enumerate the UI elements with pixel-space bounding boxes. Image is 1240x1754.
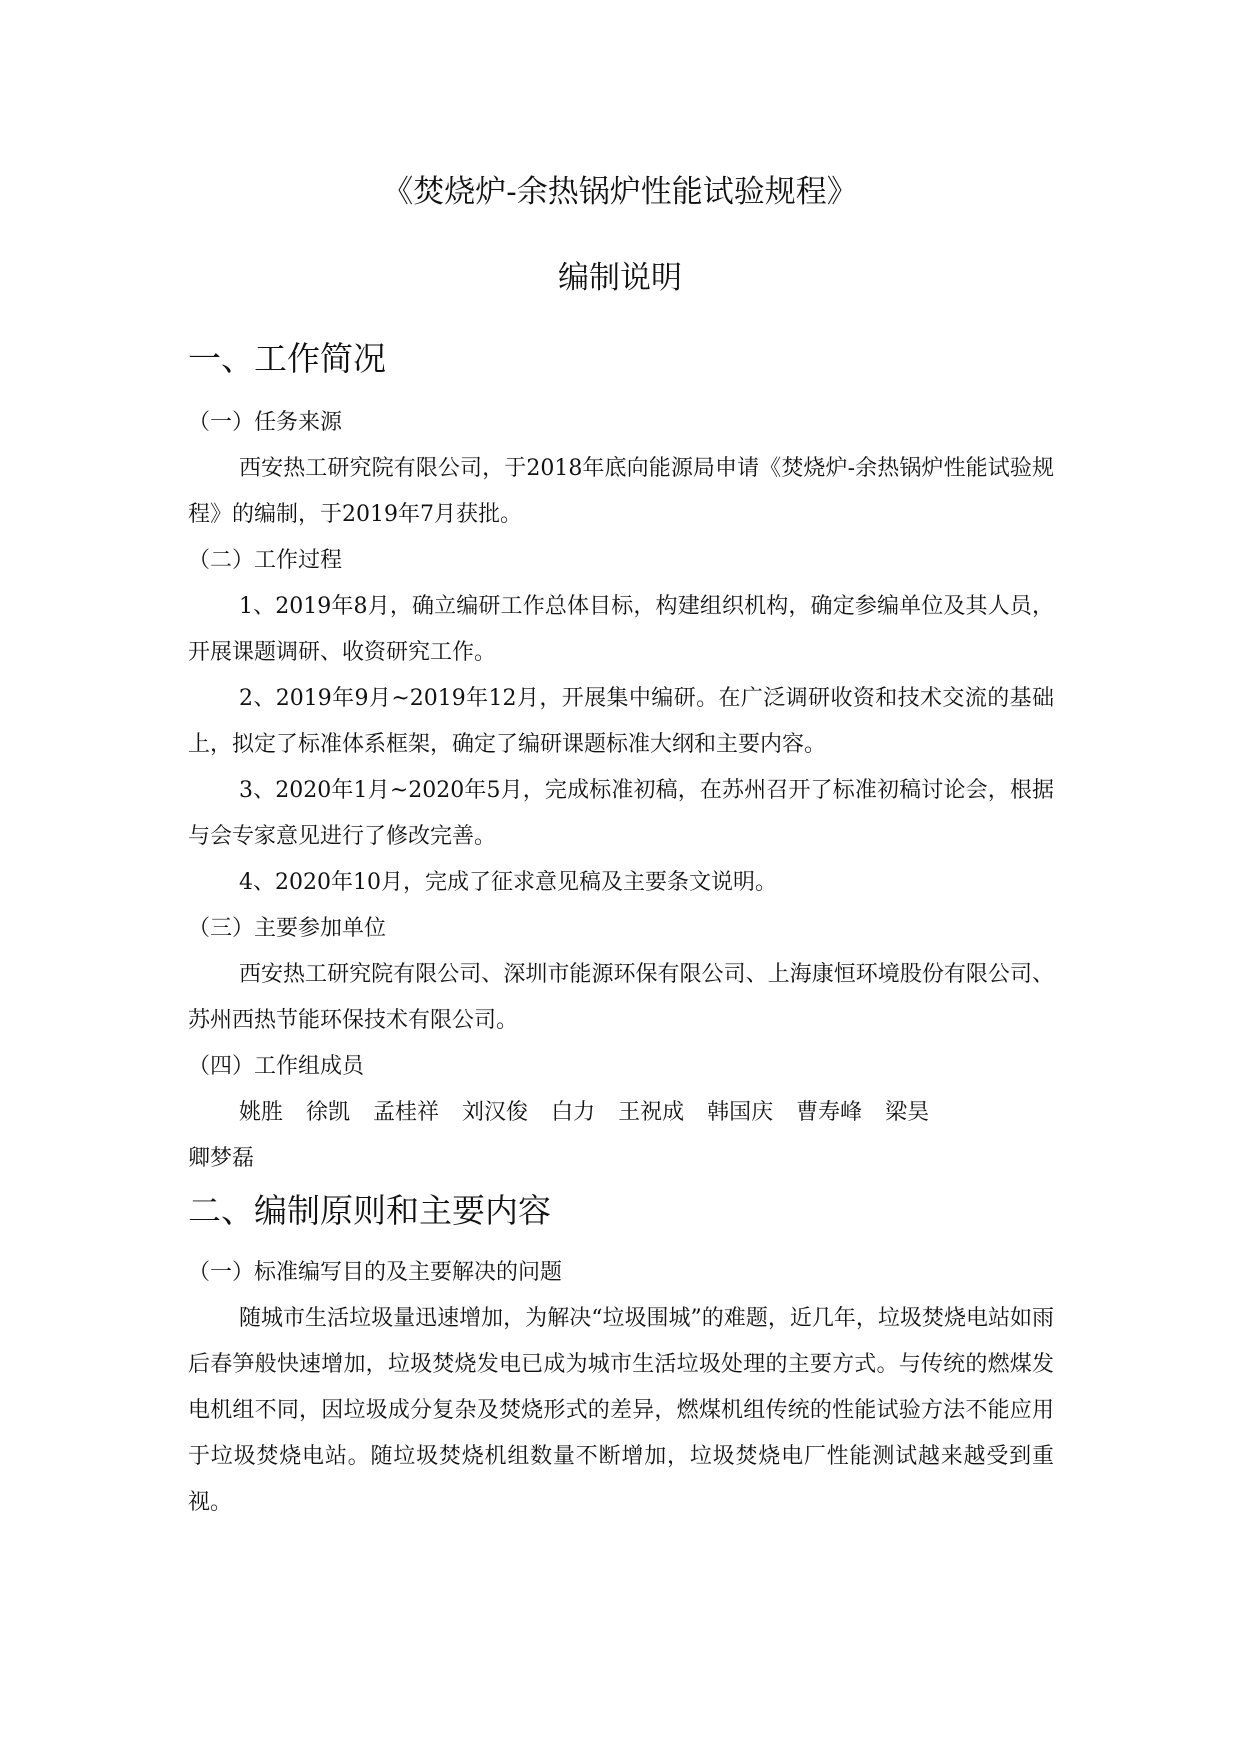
section2-sub1-paragraph: 随城市生活垃圾量迅速增加，为解决“垃圾围城”的难题，近几年，垃圾焚烧电站如雨后春笋般快速增加，垃圾焚烧发电已成为城市生活垃圾处理的主要方式。与传统的燃煤发电机组不同，因垃圾成分复杂及焚烧形式的差异，燃煤机组传统的性能试验方法不能应用于垃圾焚烧电站。随垃圾焚烧机组数量不断增加，垃圾焚烧电厂性能测试越来越受到重视。 xyxy=(188,1306,1054,1515)
member-name: 白力 xyxy=(551,1100,596,1125)
member-name: 梁昊 xyxy=(885,1100,930,1125)
section1-sub3-paragraph: 西安热工研究院有限公司、深圳市能源环保有限公司、上海康恒环境股份有限公司、苏州西热节能环保技术有限公司。 xyxy=(188,962,1054,1033)
section2-sub1-heading: （一）标准编写目的及主要解决的问题 xyxy=(188,1260,563,1285)
work-process-item: 1、2019年8月，确立编研工作总体目标，构建组织机构，确定参编单位及其人员，开展课题调研、收资研究工作。 xyxy=(188,594,1054,665)
member-name: 姚胜 xyxy=(239,1100,284,1125)
document-body xyxy=(188,340,1054,1526)
member-name: 韩国庆 xyxy=(707,1100,774,1125)
work-process-item: 2、2019年9月~2019年12月，开展集中编研。在广泛调研收资和技术交流的基础上，拟定了标准体系框架，确定了编研课题标准大纲和主要内容。 xyxy=(188,686,1054,757)
work-process-item: 3、2020年1月~2020年5月，完成标准初稿，在苏州召开了标准初稿讨论会，根据与会专家意见进行了修改完善。 xyxy=(188,778,1054,849)
member-list xyxy=(188,1090,1054,1136)
section1-sub1-heading: （一）任务来源 xyxy=(188,410,343,435)
document-subtitle: 编制说明 xyxy=(558,260,682,296)
section1-sub3-heading: （三）主要参加单位 xyxy=(188,916,387,941)
member-name: 刘汉俊 xyxy=(462,1100,529,1125)
work-process-item: 4、2020年10月，完成了征求意见稿及主要条文说明。 xyxy=(239,870,777,895)
member-name: 王祝成 xyxy=(618,1100,685,1125)
section1-heading: 一、工作简况 xyxy=(188,339,386,378)
section1-sub2-heading: （二）工作过程 xyxy=(188,548,343,573)
member-name: 曹寿峰 xyxy=(796,1100,863,1125)
section1-sub1-paragraph: 西安热工研究院有限公司，于2018年底向能源局申请《焚烧炉-余热锅炉性能试验规程》的编制，于2019年7月获批。 xyxy=(188,456,1054,527)
member-name: 孟桂祥 xyxy=(373,1100,440,1125)
member-name-last: 卿梦磊 xyxy=(188,1146,255,1171)
document-title: 《焚烧炉-余热锅炉性能试验规程》 xyxy=(382,174,858,210)
section1-sub4-heading: （四）工作组成员 xyxy=(188,1054,365,1079)
section2-heading: 二、编制原则和主要内容 xyxy=(188,1191,551,1230)
member-name: 徐凯 xyxy=(306,1100,351,1125)
